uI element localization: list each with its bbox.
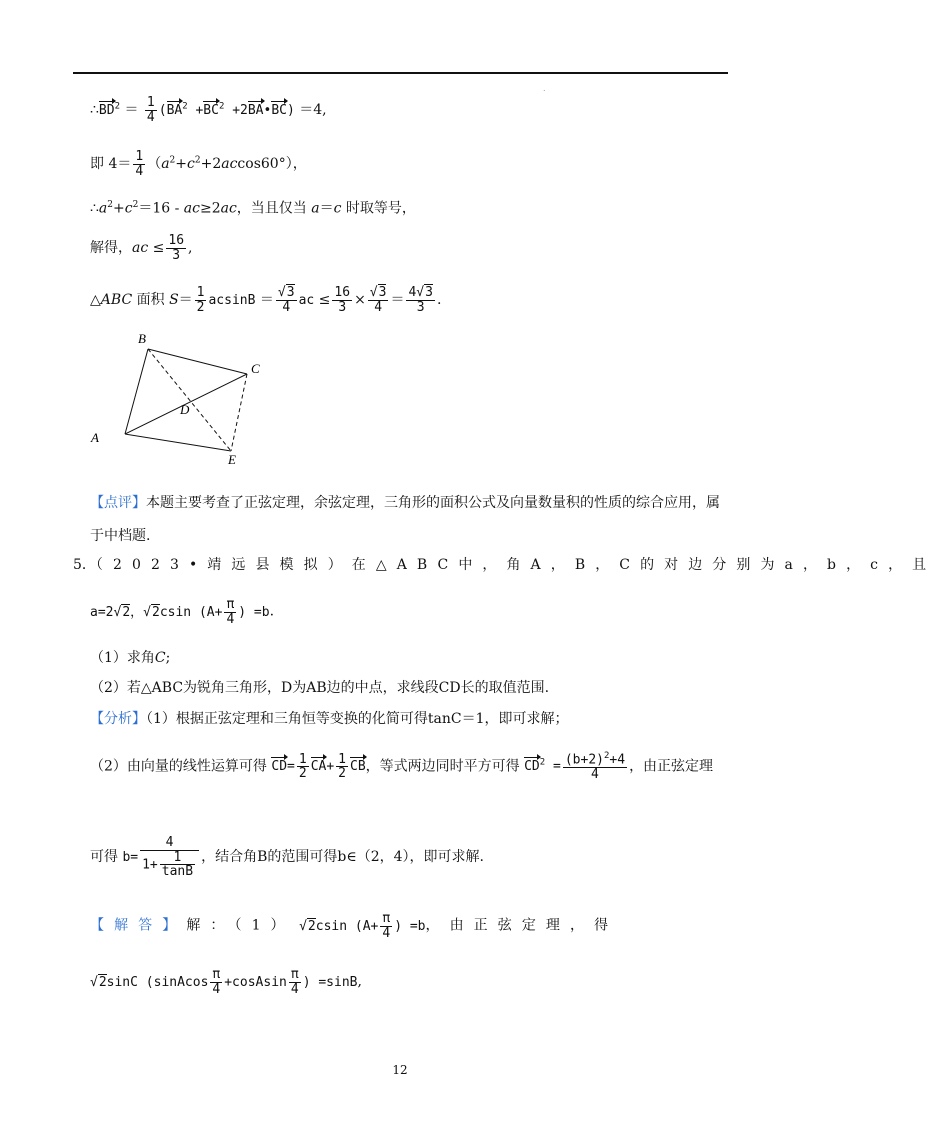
analysis-tag: 【分析】 [90,711,146,727]
header-rule [73,72,728,74]
eq-area: △ABC 面积 S＝ $\frac{1}{2}$ acsinB ＝ $\frac{√3}{4}$ ac ≤ $\frac{16}{3}$ × $\frac{√3}{4}$ ＝ $\frac{4√3}{3}$ . [90,285,442,315]
answer-line-1: 【解答】解：（1） √2csin (A+ $\frac{\pi}{4}$ ) =b，由正弦定理，得 [90,911,619,941]
q5-source: （2023•靖远县模拟） [95,557,352,573]
answer-tag: 【解答】 [90,917,187,934]
page-number: 12 [392,1063,408,1077]
q5-stem [73,557,936,574]
q5-stem-text: 在△ABC中，角A，B，C的对边分别为a，b，c，且 [351,557,936,573]
analysis-line-1 [90,711,569,728]
q5-part-1: （1）求角C; [90,650,171,666]
q5-condition: a=2√2，√2csin (A+ $\frac{\pi}{4}$ ) =b. [90,597,275,627]
point-label-b: B [138,331,146,346]
point-label-d: D [180,402,190,417]
point-label-c: C [251,361,260,376]
analysis-text-1: （1）根据正弦定理和三角恒等变换的化简可得tanC＝1，即可求解； [146,711,569,727]
comment-tag: 【点评】 [90,495,146,511]
point-label-e: E [228,452,236,467]
answer-line-2: √2sinC (sinAcos $\frac{\pi}{4}$ +cosAsin $\frac{\pi}{4}$ ) =sinB, [90,967,362,997]
segment-ae [125,434,231,451]
q5-part-2: （2）若△ABC为锐角三角形，D为AB边的中点，求线段CD长的取值范围. [90,680,550,696]
eq-line-2: 即 4＝ $\frac{1}{4}$ $(a^2+c^2+2accos60^\circ)$， [90,149,307,179]
analysis-line-2: （2）由向量的线性运算可得 CD= $\frac{1}{2}$ CA+ $\frac{1}{2}$ CB，等式两边同时平方可得 $CD^2$ = $\frac{(b+2)^2+4}{4}$ ，由正弦定理 [90,751,714,782]
segment-ab [125,349,148,434]
segment-bc [148,349,247,374]
quadrilateral-figure [82,326,282,471]
comment-line-1 [90,495,720,512]
comment-text: 本题主要考查了正弦定理，余弦定理，三角形的面积公式及向量数量积的性质的综合应用，属 [146,495,720,511]
eq-line-4: 解得，ac ≤ $\frac{16}{3}$ , [90,233,193,263]
segment-ce [231,374,247,451]
header-dot: . [543,84,546,93]
analysis-line-3: 可得 b= 4 1+ $\frac{1}{\tan B}$ ，结合角B的范围可得b∈（2，4），即可求解. [90,835,484,880]
eq-bd-squared: $\therefore BD^2$ ＝ $\frac{1}{4}$ ($BA^2 +BC^2$ +2BA•BC) ＝4, [90,95,327,125]
segment-be [148,349,231,451]
point-label-a: A [91,430,99,445]
comment-line-2: 于中档题. [90,528,151,544]
q5-number: 5． [73,557,96,573]
eq-line-3: $\therefore a^2+c^2=16 - ac\ge 2ac$，当且仅当 a＝c 时取等号， [90,200,416,217]
